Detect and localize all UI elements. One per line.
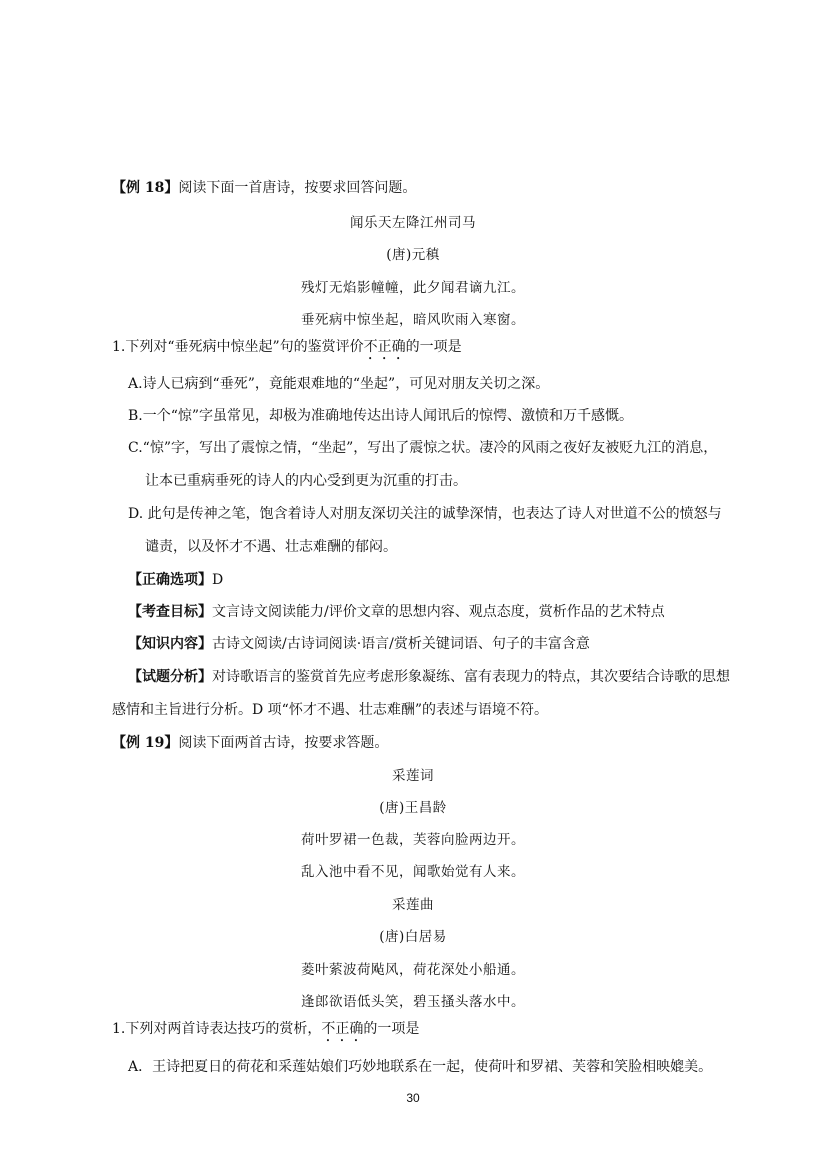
poem-line: 荷叶罗裙一色裁，芙蓉向脸两边开。: [301, 832, 525, 848]
example-18-header: [112, 178, 416, 198]
answer-value: D: [212, 572, 224, 588]
target-row: [128, 602, 665, 622]
option-d: D. 此句是传神之笔，饱含着诗人对朋友深切关注的诚挚深情，也表达了诗人对世道不公的愤怒与: [128, 506, 722, 522]
page-number: 30: [406, 1091, 420, 1105]
knowledge-value: 古诗文阅读/古诗词阅读·语言/赏析关键词语、句子的丰富含意: [212, 636, 590, 652]
option-b: B.一个“惊”字虽常见，却极为准确地传达出诗人闻讯后的惊愕、激愤和万千感慨。: [128, 408, 634, 424]
example-19-header: [112, 733, 388, 753]
question-emphasis: 不正确: [321, 1021, 364, 1037]
poem-line: 乱入池中看不见，闻歌始觉有人来。: [301, 864, 525, 880]
question-emphasis: 不正确: [363, 339, 406, 355]
option-a: A．王诗把夏日的荷花和采莲姑娘们巧妙地联系在一起，使荷叶和罗裙、芙蓉和笑脸相映媲美。: [128, 1059, 713, 1075]
question-text-end: 的一项是: [363, 1021, 420, 1037]
knowledge-row: [128, 634, 590, 654]
question-text-end: 的一项是: [405, 339, 462, 355]
poem-title: 闻乐天左降江州司马: [350, 215, 476, 231]
example-intro: 阅读下面一首唐诗，按要求回答问题。: [178, 180, 417, 196]
poem-line: 菱叶萦波荷飐风，荷花深处小船通。: [301, 962, 525, 978]
question-1: [112, 1019, 419, 1045]
poem-author: (唐)元稹: [386, 247, 440, 263]
example-intro: 阅读下面两首古诗，按要求答题。: [178, 735, 389, 751]
question-1: [112, 337, 462, 363]
poem-title: 采莲词: [392, 768, 434, 784]
poem-line: 逢郎欲语低头笑，碧玉搔头落水中。: [301, 994, 525, 1010]
answer-row: [128, 570, 223, 590]
option-d-cont: 谴责，以及怀才不遇、壮志难酬的郁闷。: [145, 539, 397, 555]
example-tag: 【例 18】: [112, 180, 179, 196]
target-value: 文言诗文阅读能力/评价文章的思想内容、观点态度，赏析作品的艺术特点: [212, 604, 665, 620]
poem-line: 残灯无焰影幢幢，此夕闻君谪九江。: [301, 280, 525, 296]
knowledge-label: 【知识内容】: [128, 636, 212, 652]
analysis-value: 对诗歌语言的鉴赏首先应考虑形象凝练、富有表现力的特点，其次要结合诗歌的思想: [212, 669, 730, 685]
example-tag: 【例 19】: [112, 735, 179, 751]
analysis-label: 【试题分析】: [128, 669, 212, 685]
option-a: A.诗人已病到“垂死”，竟能艰难地的“坐起”，可见对朋友关切之深。: [128, 376, 550, 392]
question-text: 1.下列对“垂死病中惊坐起”句的鉴赏评价: [112, 339, 364, 355]
option-c-cont: 让本已重病垂死的诗人的内心受到更为沉重的打击。: [145, 473, 467, 489]
option-c: C.“惊”字，写出了震惊之情，“坐起”，写出了震惊之状。凄冷的风雨之夜好友被贬九江的消息，: [128, 440, 718, 456]
question-text: 1.下列对两首诗表达技巧的赏析，: [112, 1021, 322, 1037]
poem-author: (唐)白居易: [379, 929, 447, 945]
poem-title: 采莲曲: [392, 897, 434, 913]
poem-author: (唐)王昌龄: [379, 800, 447, 816]
target-label: 【考查目标】: [128, 604, 212, 620]
analysis-row: [128, 667, 730, 687]
poem-line: 垂死病中惊坐起，暗风吹雨入寒窗。: [301, 312, 525, 328]
analysis-cont: 感情和主旨进行分析。D 项“怀才不遇、壮志难酬”的表述与语境不符。: [112, 702, 548, 718]
answer-label: 【正确选项】: [128, 572, 212, 588]
